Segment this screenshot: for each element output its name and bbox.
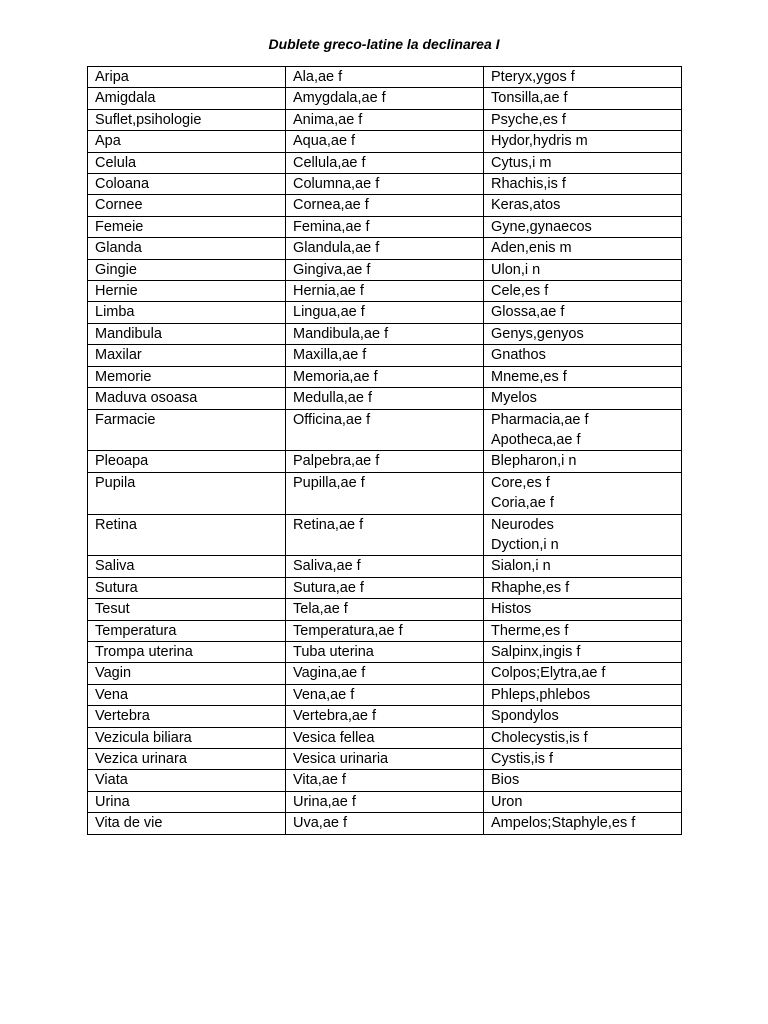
latin-term-cell: Ala,ae f — [286, 67, 484, 88]
table-row — [88, 514, 682, 556]
greek-term-line: Colpos;Elytra,ae f — [491, 665, 606, 682]
latin-term-cell: Amygdala,ae f — [286, 88, 484, 109]
latin-term-cell: Memoria,ae f — [286, 366, 484, 387]
greek-term-line: Psyche,es f — [491, 111, 566, 128]
greek-term-cell — [484, 88, 682, 109]
latin-term-cell: Vesica urinaria — [286, 749, 484, 770]
romanian-term-cell: Apa — [88, 131, 286, 152]
greek-term-cell — [484, 195, 682, 216]
romanian-term-cell: Saliva — [88, 556, 286, 577]
romanian-term-cell: Viata — [88, 770, 286, 791]
greek-term-cell — [484, 109, 682, 130]
latin-term-cell: Glandula,ae f — [286, 238, 484, 259]
romanian-term-cell: Memorie — [88, 366, 286, 387]
table-row — [88, 216, 682, 237]
page-title: Dublete greco-latine la declinarea I — [268, 36, 500, 52]
greek-term-cell — [484, 749, 682, 770]
greek-term-line: Pteryx,ygos f — [491, 69, 575, 85]
table-row — [88, 281, 682, 302]
table-row — [88, 599, 682, 620]
table-row — [88, 620, 682, 641]
greek-term-line: Core,es f — [491, 474, 550, 491]
romanian-term-cell: Temperatura — [88, 620, 286, 641]
table-row — [88, 152, 682, 173]
greek-term-cell — [484, 813, 682, 834]
romanian-term-cell: Gingie — [88, 259, 286, 280]
table-row — [88, 684, 682, 705]
greek-term-line: Keras,atos — [491, 197, 561, 214]
romanian-term-cell: Vita de vie — [88, 813, 286, 834]
greek-term-cell — [484, 770, 682, 791]
greek-term-line: Cytus,i m — [491, 154, 552, 171]
latin-term-cell: Uva,ae f — [286, 813, 484, 834]
romanian-term-cell: Trompa uterina — [88, 641, 286, 662]
latin-term-cell: Vita,ae f — [286, 770, 484, 791]
greek-term-line: Rhachis,is f — [491, 176, 566, 193]
table-row — [88, 109, 682, 130]
greek-term-cell — [484, 302, 682, 323]
table-row — [88, 749, 682, 770]
greek-term-cell — [484, 388, 682, 409]
greek-term-line: Rhaphe,es f — [491, 579, 570, 596]
romanian-term-cell: Pleoapa — [88, 451, 286, 472]
greek-term-cell — [484, 663, 682, 684]
greek-term-line: Bios — [491, 772, 520, 789]
latin-term-cell: Hernia,ae f — [286, 281, 484, 302]
greek-term-cell — [484, 556, 682, 577]
romanian-term-cell: Vena — [88, 684, 286, 705]
latin-term-cell: Medulla,ae f — [286, 388, 484, 409]
greek-term-cell — [484, 641, 682, 662]
latin-term-cell: Gingiva,ae f — [286, 259, 484, 280]
glossary-table — [87, 66, 682, 835]
greek-term-line: Genys,genyos — [491, 325, 584, 342]
romanian-term-cell: Sutura — [88, 577, 286, 598]
romanian-term-cell: Celula — [88, 152, 286, 173]
latin-term-cell: Temperatura,ae f — [286, 620, 484, 641]
greek-term-cell — [484, 67, 682, 88]
latin-term-cell: Tela,ae f — [286, 599, 484, 620]
latin-term-cell: Anima,ae f — [286, 109, 484, 130]
greek-term-cell — [484, 409, 682, 451]
greek-term-cell — [484, 131, 682, 152]
greek-term-line: Uron — [491, 793, 523, 810]
romanian-term-cell: Limba — [88, 302, 286, 323]
greek-term-cell — [484, 577, 682, 598]
greek-term-cell — [484, 281, 682, 302]
greek-term-line: Neurodes — [491, 516, 554, 533]
greek-term-line: Phleps,phlebos — [491, 686, 591, 703]
latin-term-cell: Maxilla,ae f — [286, 345, 484, 366]
romanian-term-cell: Vertebra — [88, 706, 286, 727]
table-row — [88, 472, 682, 514]
romanian-term-cell: Maduva osoasa — [88, 388, 286, 409]
greek-term-line: Blepharon,i n — [491, 453, 577, 470]
romanian-term-cell: Aripa — [88, 67, 286, 88]
latin-term-cell: Vagina,ae f — [286, 663, 484, 684]
romanian-term-cell: Amigdala — [88, 88, 286, 109]
greek-term-cell — [484, 472, 682, 514]
greek-term-line: Coria,ae f — [491, 495, 554, 512]
greek-term-line: Cele,es f — [491, 283, 549, 300]
greek-term-cell — [484, 706, 682, 727]
romanian-term-cell: Vezicula biliara — [88, 727, 286, 748]
romanian-term-cell: Coloana — [88, 174, 286, 195]
greek-term-line: Myelos — [491, 390, 537, 407]
table-row — [88, 663, 682, 684]
greek-term-cell — [484, 366, 682, 387]
table-row — [88, 727, 682, 748]
greek-term-cell — [484, 514, 682, 556]
latin-term-cell: Palpebra,ae f — [286, 451, 484, 472]
romanian-term-cell: Tesut — [88, 599, 286, 620]
latin-term-cell: Vena,ae f — [286, 684, 484, 705]
table-row — [88, 706, 682, 727]
greek-term-cell — [484, 345, 682, 366]
greek-term-line: Histos — [491, 601, 532, 618]
greek-term-line: Apotheca,ae f — [491, 431, 581, 448]
table-row — [88, 556, 682, 577]
greek-term-line: Hydor,hydris m — [491, 133, 588, 150]
greek-term-cell — [484, 259, 682, 280]
table-row — [88, 88, 682, 109]
romanian-term-cell: Mandibula — [88, 323, 286, 344]
greek-term-cell — [484, 174, 682, 195]
greek-term-line: Salpinx,ingis f — [491, 643, 581, 660]
table-row — [88, 323, 682, 344]
latin-term-cell: Vesica fellea — [286, 727, 484, 748]
romanian-term-cell: Femeie — [88, 216, 286, 237]
romanian-term-cell: Farmacie — [88, 409, 286, 451]
latin-term-cell: Saliva,ae f — [286, 556, 484, 577]
greek-term-line: Tonsilla,ae f — [491, 90, 568, 107]
greek-term-cell — [484, 323, 682, 344]
table-row — [88, 174, 682, 195]
romanian-term-cell: Urina — [88, 791, 286, 812]
glossary-body — [88, 67, 682, 835]
latin-term-cell: Mandibula,ae f — [286, 323, 484, 344]
latin-term-cell: Vertebra,ae f — [286, 706, 484, 727]
table-row — [88, 302, 682, 323]
table-row — [88, 770, 682, 791]
table-row — [88, 577, 682, 598]
greek-term-line: Aden,enis m — [491, 240, 572, 257]
table-row — [88, 451, 682, 472]
latin-term-cell: Urina,ae f — [286, 791, 484, 812]
greek-term-cell — [484, 451, 682, 472]
greek-term-cell — [484, 727, 682, 748]
greek-term-line: Glossa,ae f — [491, 304, 565, 321]
greek-term-cell — [484, 238, 682, 259]
table-row — [88, 345, 682, 366]
greek-term-line: Therme,es f — [491, 622, 569, 639]
latin-term-cell: Columna,ae f — [286, 174, 484, 195]
greek-term-line: Gyne,gynaecos — [491, 218, 592, 235]
greek-term-cell — [484, 152, 682, 173]
romanian-term-cell: Retina — [88, 514, 286, 556]
greek-term-line: Gnathos — [491, 347, 546, 364]
table-row — [88, 131, 682, 152]
latin-term-cell: Femina,ae f — [286, 216, 484, 237]
greek-term-line: Cholecystis,is f — [491, 729, 588, 746]
table-row — [88, 388, 682, 409]
romanian-term-cell: Vezica urinara — [88, 749, 286, 770]
table-row — [88, 238, 682, 259]
romanian-term-cell: Cornee — [88, 195, 286, 216]
table-row — [88, 791, 682, 812]
table-row — [88, 67, 682, 88]
greek-term-line: Pharmacia,ae f — [491, 411, 589, 428]
greek-term-cell — [484, 684, 682, 705]
latin-term-cell: Lingua,ae f — [286, 302, 484, 323]
romanian-term-cell: Maxilar — [88, 345, 286, 366]
latin-term-cell: Cornea,ae f — [286, 195, 484, 216]
latin-term-cell: Aqua,ae f — [286, 131, 484, 152]
latin-term-cell: Cellula,ae f — [286, 152, 484, 173]
latin-term-cell: Tuba uterina — [286, 641, 484, 662]
romanian-term-cell: Hernie — [88, 281, 286, 302]
table-row — [88, 641, 682, 662]
greek-term-line: Ulon,i n — [491, 261, 541, 278]
greek-term-line: Cystis,is f — [491, 751, 554, 767]
greek-term-line: Ampelos;Staphyle,es f — [491, 815, 636, 832]
latin-term-cell: Officina,ae f — [286, 409, 484, 451]
latin-term-cell: Retina,ae f — [286, 514, 484, 556]
greek-term-line: Sialon,i n — [491, 558, 551, 575]
romanian-term-cell: Pupila — [88, 472, 286, 514]
table-row — [88, 409, 682, 451]
romanian-term-cell: Suflet,psihologie — [88, 109, 286, 130]
latin-term-cell: Pupilla,ae f — [286, 472, 484, 514]
greek-term-cell — [484, 599, 682, 620]
greek-term-cell — [484, 791, 682, 812]
romanian-term-cell: Glanda — [88, 238, 286, 259]
table-row — [88, 366, 682, 387]
romanian-term-cell: Vagin — [88, 663, 286, 684]
table-row — [88, 259, 682, 280]
greek-term-line: Spondylos — [491, 708, 559, 725]
table-row — [88, 813, 682, 834]
greek-term-line: Mneme,es f — [491, 368, 567, 385]
greek-term-cell — [484, 216, 682, 237]
latin-term-cell: Sutura,ae f — [286, 577, 484, 598]
greek-term-line: Dyction,i n — [491, 536, 559, 553]
greek-term-cell — [484, 620, 682, 641]
table-row — [88, 195, 682, 216]
